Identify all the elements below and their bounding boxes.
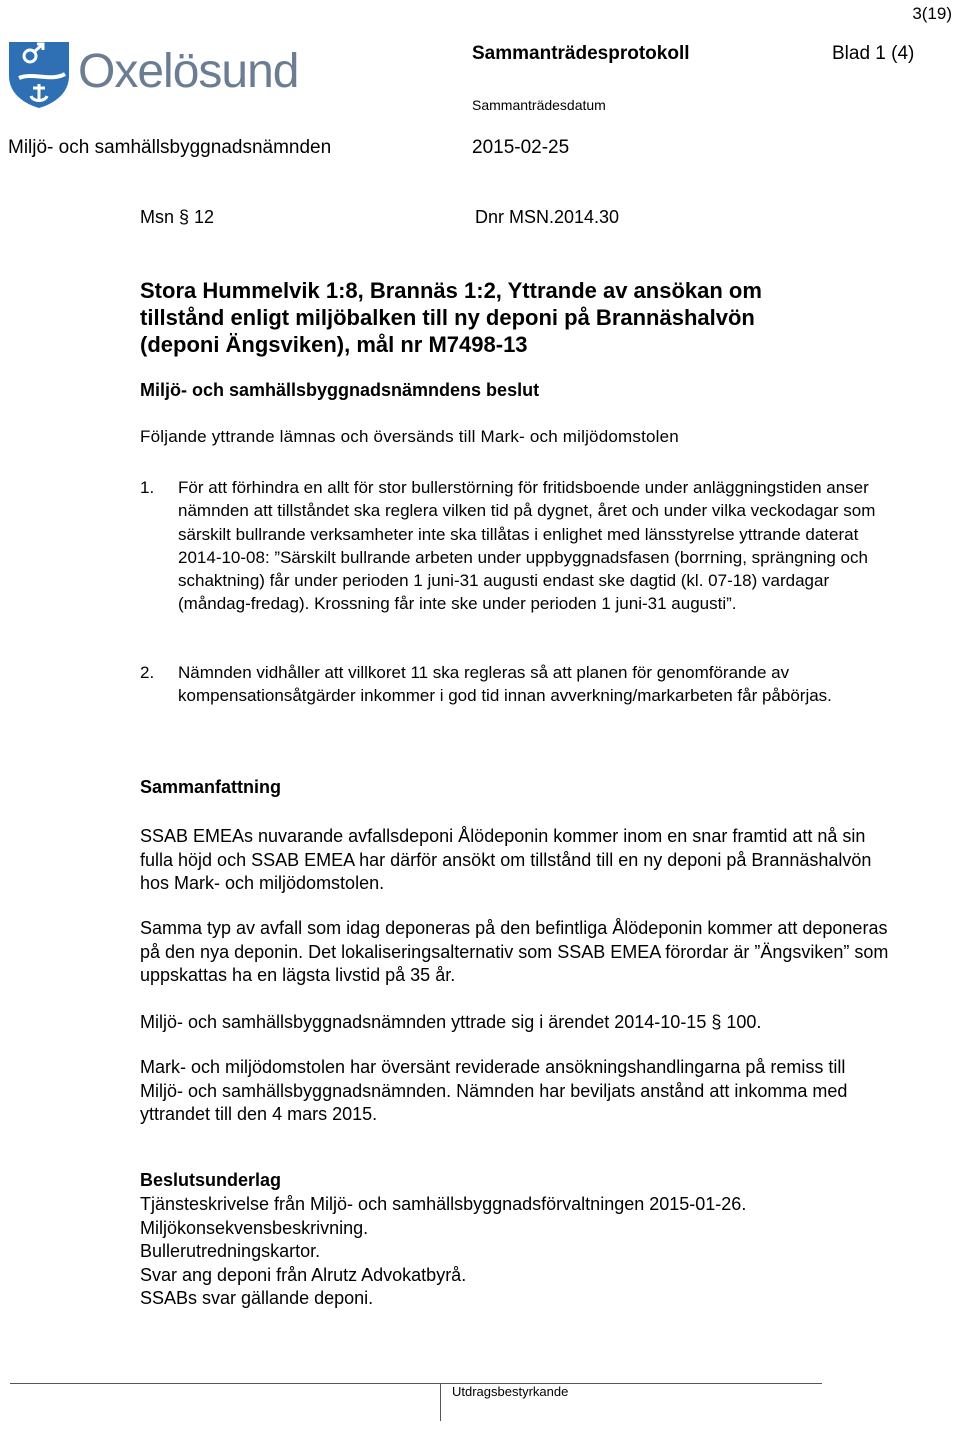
decision-intro: Följande yttrande lämnas och översänds till Mark- och miljödomstolen [140, 427, 679, 446]
item-text: Nämnden vidhåller att villkoret 11 ska regleras så att planen för genomförande av kompensationsåtgärder inkommer i god tid innan avverkning/markarbeten får påbörjas. [178, 663, 832, 706]
oxelosund-coat-of-arms-icon [7, 40, 73, 110]
case-number: Dnr MSN.2014.30 [475, 207, 620, 227]
title-line: (deponi Ängsviken), mål nr M7498-13 [140, 332, 528, 357]
summary-paragraph: SSAB EMEAs nuvarande avfallsdeponi Ålödeponin kommer inom en snar framtid att nå sin fulla höjd och SSAB EMEA har därför ansökt om tillstånd till en ny deponi på Brannäshalvön hos Mark- och miljödomstolen. [140, 826, 872, 893]
meeting-date: 2015-02-25 [472, 137, 570, 158]
footer-rule [10, 1383, 822, 1384]
footer-divider [440, 1383, 441, 1421]
page-number: 3(19) [912, 4, 952, 23]
logo-wordmark: Oxelösund [78, 45, 299, 98]
decision-heading: Miljö- och samhällsbyggnadsnämndens beslut [140, 380, 540, 400]
basis-heading: Beslutsunderlag [140, 1170, 282, 1190]
list-item: Svar ang deponi från Alrutz Advokatbyrå. [140, 1264, 467, 1285]
decision-item [140, 476, 900, 616]
title-line: Stora Hummelvik 1:8, Brannäs 1:2, Yttrande av ansökan om [140, 278, 762, 303]
meeting-date-label: Sammanträdesdatum [472, 97, 606, 113]
list-item: Bullerutredningskartor. [140, 1241, 321, 1261]
list-item: SSABs svar gällande deponi. [140, 1288, 374, 1308]
summary-paragraph: Miljö- och samhällsbyggnadsnämnden yttrade sig i ärendet 2014-10-15 § 100. [140, 1012, 762, 1032]
basis-list [140, 1193, 746, 1311]
list-item: Tjänsteskrivelse från Miljö- och samhällsbyggnadsförvaltningen 2015-01-26. [140, 1194, 747, 1214]
summary-paragraph: Samma typ av avfall som idag deponeras på den befintliga Ålödeponin kommer att deponeras på den nya deponin. Det lokaliseringsalternativ som SSAB EMEA förordar är ”Ängsviken” som uppskattas ha en lägsta livstid på 35 år. [140, 918, 889, 985]
decision-item [140, 661, 900, 708]
item-text: För att förhindra en allt för stor bullerstörning för fritidsboende under anläggningstiden anser nämnden att tillståndet ska reglera vilken tid på dygnet, året och under vilka veckodagar som särskilt bullrande verksamheter inte ska tillåtas i enlighet med länsstyrelse yttrande daterat 2014-10-08: ”Särskilt bullrande arbeten under uppbyggnadsfasen (borrning, sprängning och schaktning) får under perioden 1 juni-31 augusti endast ske dagtid (kl. 07-18) vardagar (måndag-fredag). Krossning får inte ske under perioden 1 juni-31 augusti”. [178, 478, 876, 614]
item-number: 1. [140, 478, 155, 497]
list-item: Miljökonsekvensbeskrivning. [140, 1217, 369, 1238]
paragraph-number: Msn § 12 [140, 207, 215, 227]
summary-heading: Sammanfattning [140, 777, 282, 797]
certification-label: Utdragsbestyrkande [452, 1384, 569, 1399]
case-title [140, 277, 840, 358]
committee-name: Miljö- och samhällsbyggnadsnämnden [8, 137, 332, 158]
document-type: Sammanträdesprotokoll [472, 43, 690, 64]
title-line: tillstånd enligt miljöbalken till ny deponi på Brannäshalvön [140, 305, 755, 330]
summary-paragraph: Mark- och miljödomstolen har översänt reviderade ansökningshandlingarna på remiss till Miljö- och samhällsbyggnadsnämnden. Nämnden har beviljats anstånd att inkomma med yttrandet till den 4 mars 2015. [140, 1057, 848, 1124]
item-number: 2. [140, 663, 155, 682]
sheet-number: Blad 1 (4) [832, 43, 915, 64]
